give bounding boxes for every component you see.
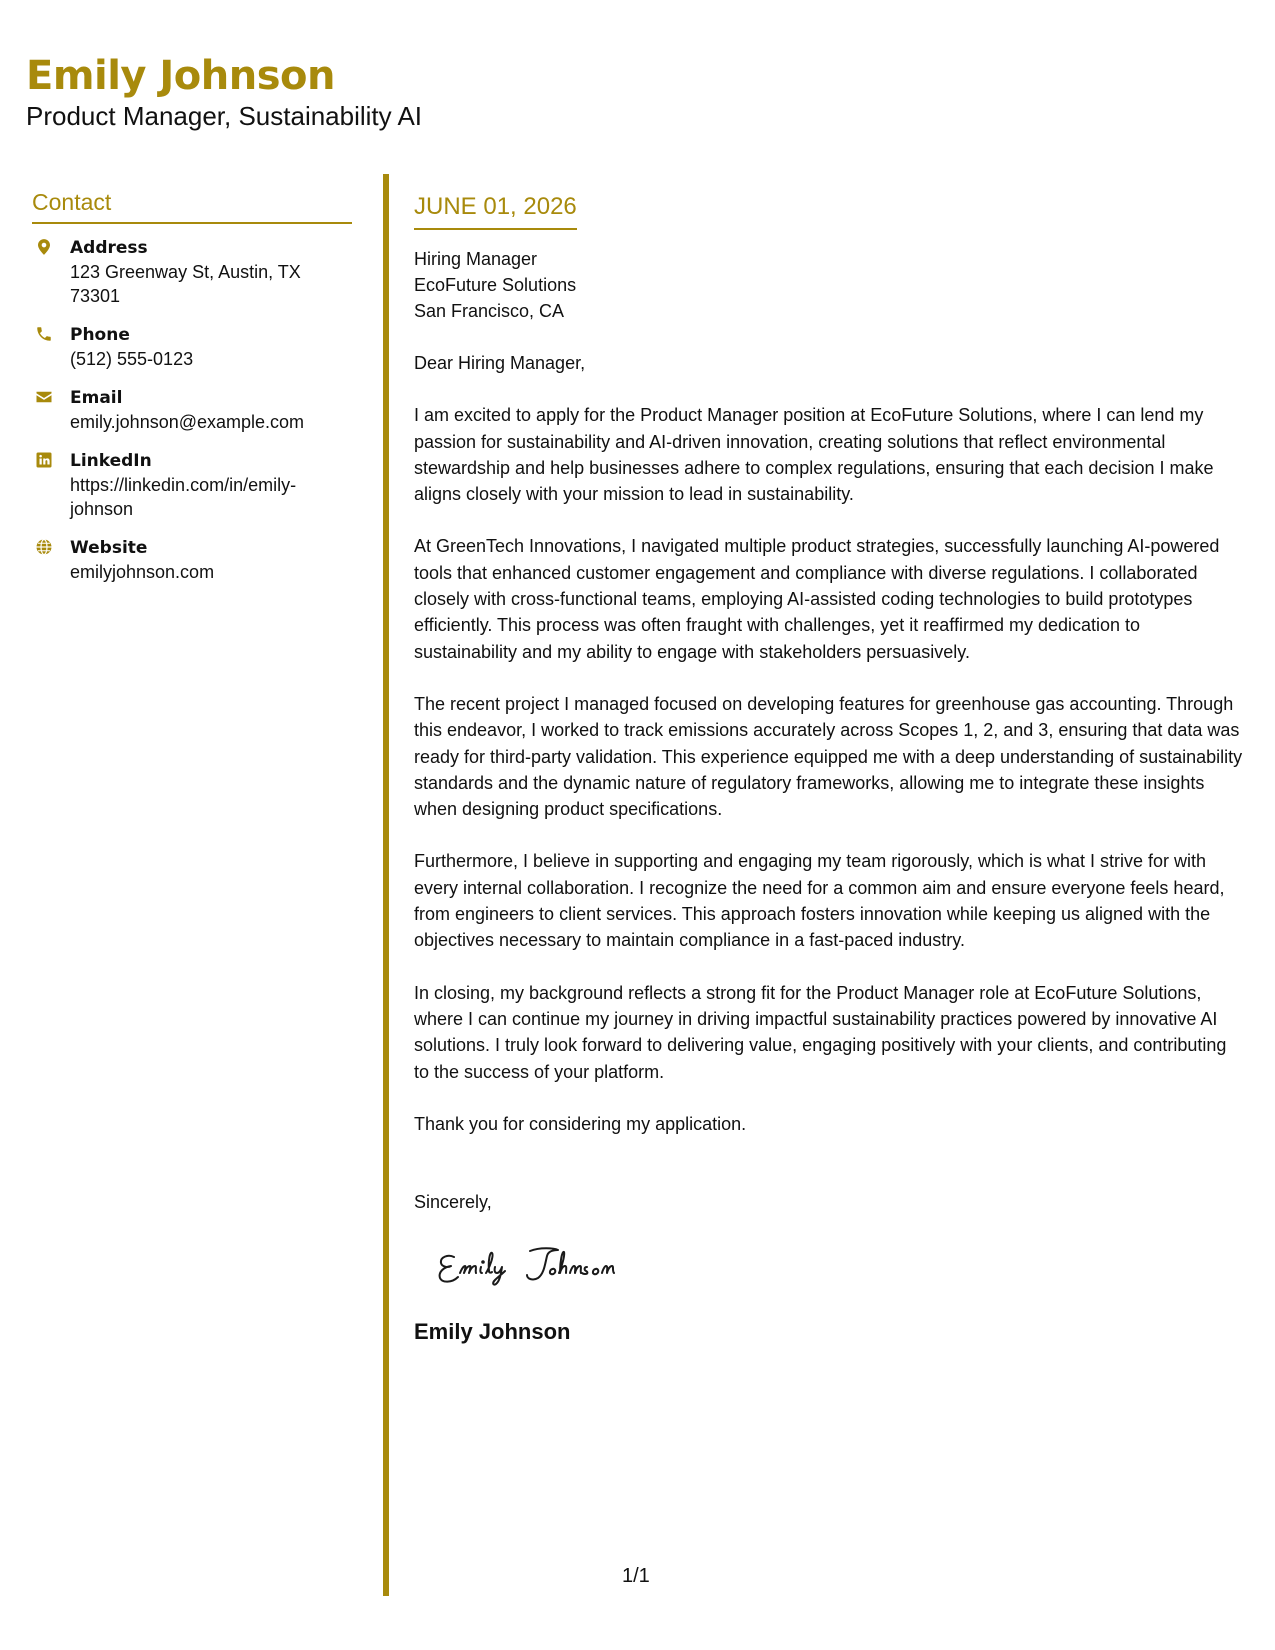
contact-value-linkedin[interactable]: https://linkedin.com/in/emily-johnson — [70, 475, 297, 519]
location-pin-icon — [35, 238, 53, 256]
contact-label-email: Email — [70, 388, 123, 408]
letter-paragraph: Thank you for considering my application. — [414, 1113, 747, 1134]
applicant-title: Product Manager, Sustainability AI — [26, 101, 423, 131]
contact-heading: Contact — [32, 188, 352, 224]
handwritten-signature — [432, 1235, 672, 1295]
envelope-icon — [35, 388, 53, 406]
contact-label-phone: Phone — [70, 325, 130, 345]
column-divider — [383, 174, 389, 1596]
letter-paragraph: At GreenTech Innovations, I navigated multiple product strategies, successfully launching AI-powered tools that enhanced customer engagement and compliance with diverse regulations. I collaborated closely with cross-functional teams, employing AI-assisted coding technologies to build prototypes efficiently. This process was often fraught with challenges, yet it reaffirmed my dedication to sustainability and my ability to engage with stakeholders persuasively. — [414, 536, 1220, 662]
contact-value-address: 123 Greenway St, Austin, TX 73301 — [70, 262, 301, 306]
contact-label-address: Address — [70, 238, 148, 258]
contact-item-address — [32, 236, 352, 308]
linkedin-icon — [35, 451, 53, 469]
letter-paragraph: Furthermore, I believe in supporting and engaging my team rigorously, which is what I strive for with every internal collaboration. I recognize the need for a common aim and ensure everyone feels heard, from engineers to client services. This approach fosters innovation while keeping us aligned with the objectives necessary to maintain compliance in a fast-paced industry. — [414, 851, 1225, 951]
recipient-line: EcoFuture Solutions — [414, 275, 577, 295]
letter-date: JUNE 01, 2026 — [414, 192, 577, 230]
recipient-block — [414, 246, 1244, 324]
contact-value-phone[interactable]: (512) 555-0123 — [70, 349, 194, 369]
contact-item-website — [32, 536, 352, 584]
letter-greeting: Dear Hiring Manager, — [414, 353, 586, 373]
contact-item-linkedin — [32, 449, 352, 521]
letter-closing: Sincerely, — [414, 1192, 492, 1213]
contact-value-website[interactable]: emilyjohnson.com — [70, 562, 215, 582]
letter-paragraph: I am excited to apply for the Product Manager position at EcoFuture Solutions, where I can lend my passion for sustainability and AI-driven innovation, creating solutions that reflect environmental stewardship and help businesses adhere to complex regulations, ensuring that each decision I make aligns closely with your mission to lead in sustainability. — [414, 405, 1214, 505]
contact-label-linkedin: LinkedIn — [70, 451, 152, 471]
letter-paragraph: In closing, my background reflects a strong fit for the Product Manager role at EcoFuture Solutions, where I can continue my journey in driving impactful sustainability practices powered by innovative AI solutions. I truly look forward to delivering value, engaging positively with your clients, and contributing to the success of your platform. — [414, 982, 1227, 1082]
recipient-line: Hiring Manager — [414, 249, 538, 269]
signer-name: Emily Johnson — [414, 1319, 571, 1345]
applicant-name: Emily Johnson — [26, 53, 336, 99]
cover-letter — [414, 192, 1244, 1346]
page-number: 1/1 — [622, 1565, 650, 1587]
globe-icon — [35, 538, 53, 556]
contact-item-phone — [32, 323, 352, 371]
contact-sidebar — [32, 188, 352, 599]
resume-header — [26, 52, 422, 132]
recipient-line: San Francisco, CA — [414, 301, 565, 321]
phone-icon — [35, 325, 53, 343]
contact-item-email — [32, 386, 352, 434]
contact-label-website: Website — [70, 538, 148, 558]
contact-value-email[interactable]: emily.johnson@example.com — [70, 412, 305, 432]
letter-paragraph: The recent project I managed focused on developing features for greenhouse gas accounting. Through this endeavor, I worked to track emissions accurately across Scopes 1, 2, and 3, ensuring that data was ready for third-party validation. This experience equipped me with a deep understanding of sustainability standards and the dynamic nature of regulatory frameworks, allowing me to integrate these insights when designing product specifications. — [414, 693, 1243, 820]
